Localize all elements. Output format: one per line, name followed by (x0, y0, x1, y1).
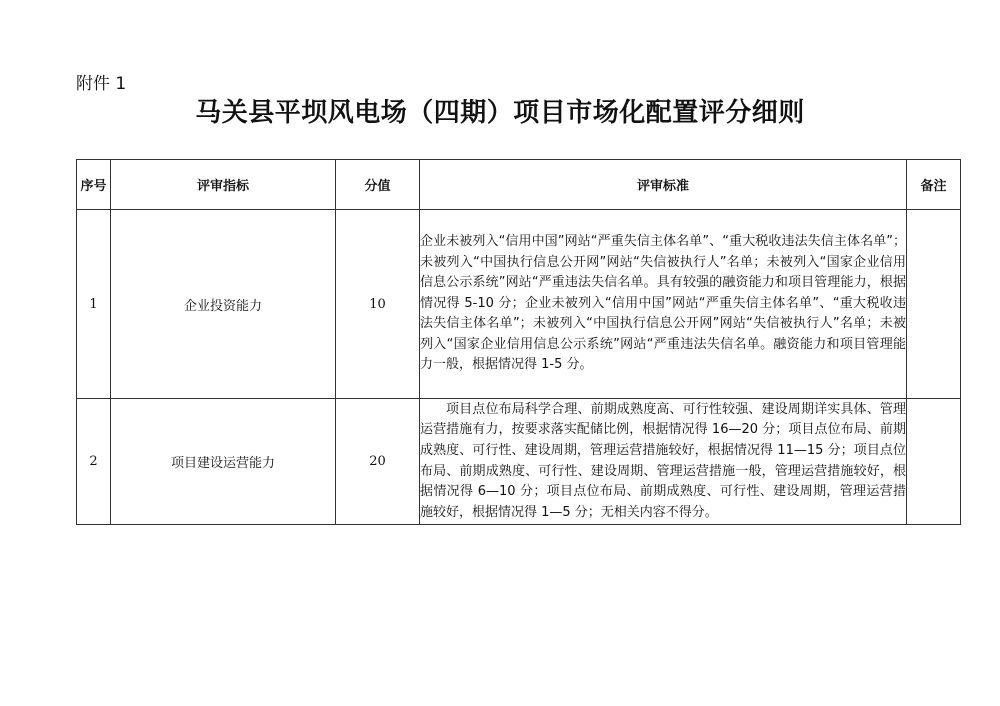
table-row (77, 399, 961, 525)
table-row (77, 210, 961, 399)
row-indicator: 企业投资能力 (111, 210, 336, 399)
row-score: 10 (336, 210, 420, 399)
table-header-row (77, 160, 961, 210)
row-index: 1 (77, 210, 111, 399)
row-remarks (907, 399, 961, 525)
row-criteria: 项目点位布局科学合理、前期成熟度高、可行性较强、建设周期详实具体、管理运营措施有力，按要求落实配储比例，根据情况得 16—20 分；项目点位布局、前期成熟度、可行性、建设周期，管理运营措施较好，根据情况得 11—15 分；项目点位布局、前期成熟度、可行性、建设周期、管理运营措施一般，管理运营措施较好，根据情况得 6—10 分；项目点位布局、前期成熟度、可行性、建设周期，管理运营措施较好，根据情况得 1—5 分；无相关内容不得分。 (420, 399, 907, 525)
scoring-table (76, 159, 961, 525)
header-criteria: 评审标准 (420, 160, 907, 210)
document-title: 马关县平坝风电场（四期）项目市场化配置评分细则 (195, 98, 805, 128)
row-indicator: 项目建设运营能力 (111, 399, 336, 525)
attachment-label: 附件 1 (76, 74, 127, 94)
header-remarks: 备注 (907, 160, 961, 210)
header-index: 序号 (77, 160, 111, 210)
row-score: 20 (336, 399, 420, 525)
header-indicator: 评审指标 (111, 160, 336, 210)
row-criteria: 企业未被列入“信用中国”网站“严重失信主体名单”、“重大税收违法失信主体名单”；未被列入“中国执行信息公开网”网站“失信被执行人”名单；未被列入“国家企业信用信息公示系统”网站“严重违法失信名单。具有较强的融资能力和项目管理能力，根据情况得 5-10 分；企业未被列入“信用中国”网站“严重失信主体名单”、“重大税收违法失信主体名单”；未被列入“中国执行信息公开网”网站“失信被执行人”名单；未被列入“国家企业信用信息公示系统”网站“严重违法失信名单。融资能力和项目管理能力一般，根据情况得 1-5 分。 (420, 210, 907, 399)
row-remarks (907, 210, 961, 399)
header-score: 分值 (336, 160, 420, 210)
row-index: 2 (77, 399, 111, 525)
